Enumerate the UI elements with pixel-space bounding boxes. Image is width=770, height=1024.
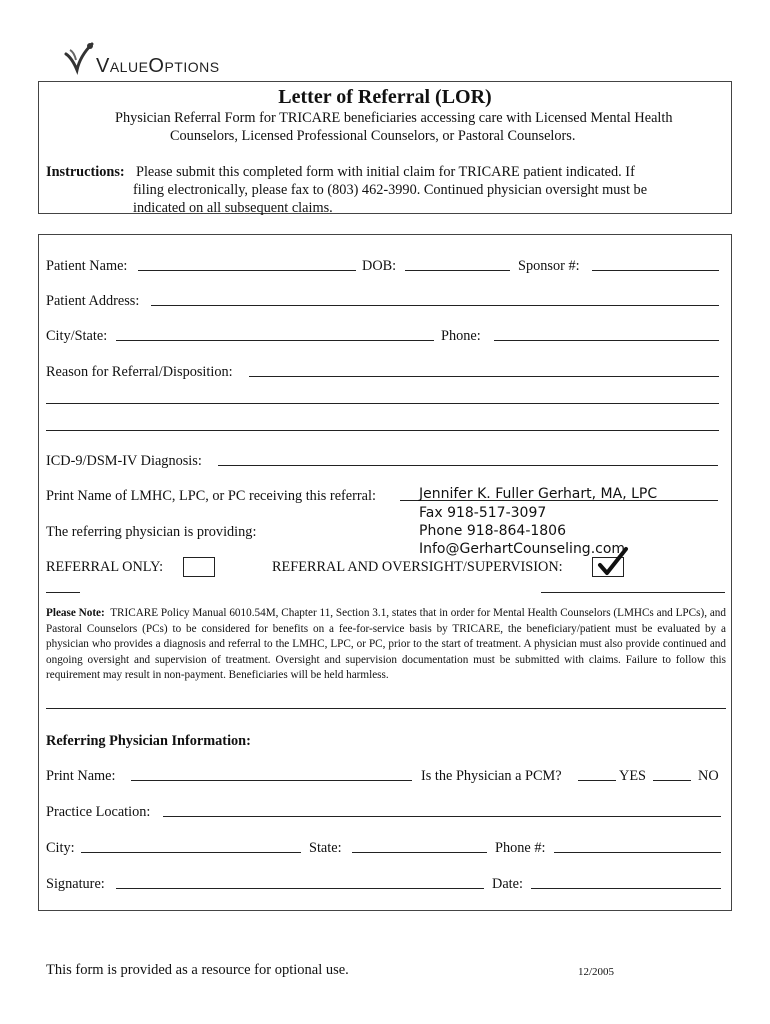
signature-label: Signature: xyxy=(46,876,105,892)
physician-state-label: State: xyxy=(309,840,342,856)
counselor-fax-entry: Fax 918-517-3097 xyxy=(419,505,547,521)
pcm-label: Is the Physician a PCM? xyxy=(421,768,562,784)
signature-field[interactable] xyxy=(116,888,484,889)
subtitle-line1: Physician Referral Form for TRICARE beneficiaries accessing care with Licensed Mental Health xyxy=(115,110,673,126)
subtitle-line2: Counselors, Licensed Professional Counselors, or Pastoral Counselors. xyxy=(170,128,576,144)
patient-name-field[interactable] xyxy=(138,270,356,271)
footer-version: 12/2005 xyxy=(578,966,615,978)
referral-only-checkbox[interactable] xyxy=(183,557,215,577)
pcm-no-field[interactable] xyxy=(653,780,691,781)
form-title: Letter of Referral (LOR) xyxy=(278,86,492,108)
sponsor-field[interactable] xyxy=(592,270,719,271)
logo-text: ValueOptions xyxy=(96,55,220,77)
physician-city-label: City: xyxy=(46,840,75,856)
note-label: Please Note: xyxy=(46,607,105,619)
counselor-print-name-label: Print Name of LMHC, LPC, or PC receiving this referral: xyxy=(46,488,376,504)
counselor-email-entry: Info@GerhartCounseling.com xyxy=(419,541,626,557)
providing-label: The referring physician is providing: xyxy=(46,524,257,540)
note-text: TRICARE Policy Manual 6010.54M, Chapter 11, Section 3.1, states that in order for Mental Health Counselors (LMHCs and LPCs), and Pastoral Counselors (PCs) to be considered for benefits on a fee-for-service basis by TRICARE, the beneficiary/patient must be evaluated by a physician who provides a diagnosis and referral to the LMHC, LPC, or PC, prior to the start of treatment. A physician must also provide continued and ongoing oversight and supervision of treatment. Oversight and supervision documentation must be submitted with claims. Failure to follow this requirement may result in non-payment. Beneficiaries will be held harmless. xyxy=(46,607,726,681)
patient-address-label: Patient Address: xyxy=(46,293,140,309)
icd-label: ICD-9/DSM-IV Diagnosis: xyxy=(46,453,202,469)
date-label: Date: xyxy=(492,876,523,892)
sponsor-label: Sponsor #: xyxy=(518,258,580,274)
physician-city-field[interactable] xyxy=(81,852,301,853)
practice-location-field[interactable] xyxy=(163,816,721,817)
practice-location-label: Practice Location: xyxy=(46,804,151,820)
physician-print-name-field[interactable] xyxy=(131,780,412,781)
footer-resource-text: This form is provided as a resource for optional use. xyxy=(46,962,349,978)
counselor-phone-entry: Phone 918-864-1806 xyxy=(419,523,566,539)
date-field[interactable] xyxy=(531,888,721,889)
phone-field[interactable] xyxy=(494,340,719,341)
counselor-name-entry: Jennifer K. Fuller Gerhart, MA, LPC xyxy=(419,486,658,502)
icd-field[interactable] xyxy=(218,465,718,466)
instructions-label: Instructions: xyxy=(46,164,125,180)
physician-phone-field[interactable] xyxy=(554,852,721,853)
pcm-yes-field[interactable] xyxy=(578,780,616,781)
pcm-no-label: NO xyxy=(698,768,719,784)
phone-label: Phone: xyxy=(441,328,481,344)
divider-right xyxy=(541,592,725,593)
referral-only-label: REFERRAL ONLY: xyxy=(46,559,164,575)
reason-field[interactable] xyxy=(249,376,719,377)
physician-heading: Referring Physician Information: xyxy=(46,733,251,749)
city-state-field[interactable] xyxy=(116,340,434,341)
reason-label: Reason for Referral/Disposition: xyxy=(46,364,233,380)
physician-state-field[interactable] xyxy=(352,852,487,853)
reason-field-line2[interactable] xyxy=(46,403,719,404)
referral-oversight-label: REFERRAL AND OVERSIGHT/SUPERVISION: xyxy=(272,559,563,575)
checkmark-icon xyxy=(596,545,630,579)
divider-below-note xyxy=(46,708,726,709)
patient-name-label: Patient Name: xyxy=(46,258,128,274)
instructions-line3: indicated on all subsequent claims. xyxy=(133,200,333,216)
patient-address-field[interactable] xyxy=(151,305,719,306)
reason-field-line3[interactable] xyxy=(46,430,719,431)
instructions-line1: Please submit this completed form with initial claim for TRICARE patient indicated. If xyxy=(136,164,635,180)
divider-short xyxy=(46,592,80,593)
physician-print-name-label: Print Name: xyxy=(46,768,116,784)
logo-checkmark-icon xyxy=(64,40,98,76)
instructions-line2: filing electronically, please fax to (803) 462-3990. Continued physician oversight must be xyxy=(133,182,648,198)
valueoptions-logo xyxy=(64,40,264,80)
dob-label: DOB: xyxy=(362,258,397,274)
dob-field[interactable] xyxy=(405,270,510,271)
city-state-label: City/State: xyxy=(46,328,108,344)
physician-phone-label: Phone #: xyxy=(495,840,546,856)
policy-note xyxy=(46,606,726,684)
pcm-yes-label: YES xyxy=(619,768,647,784)
